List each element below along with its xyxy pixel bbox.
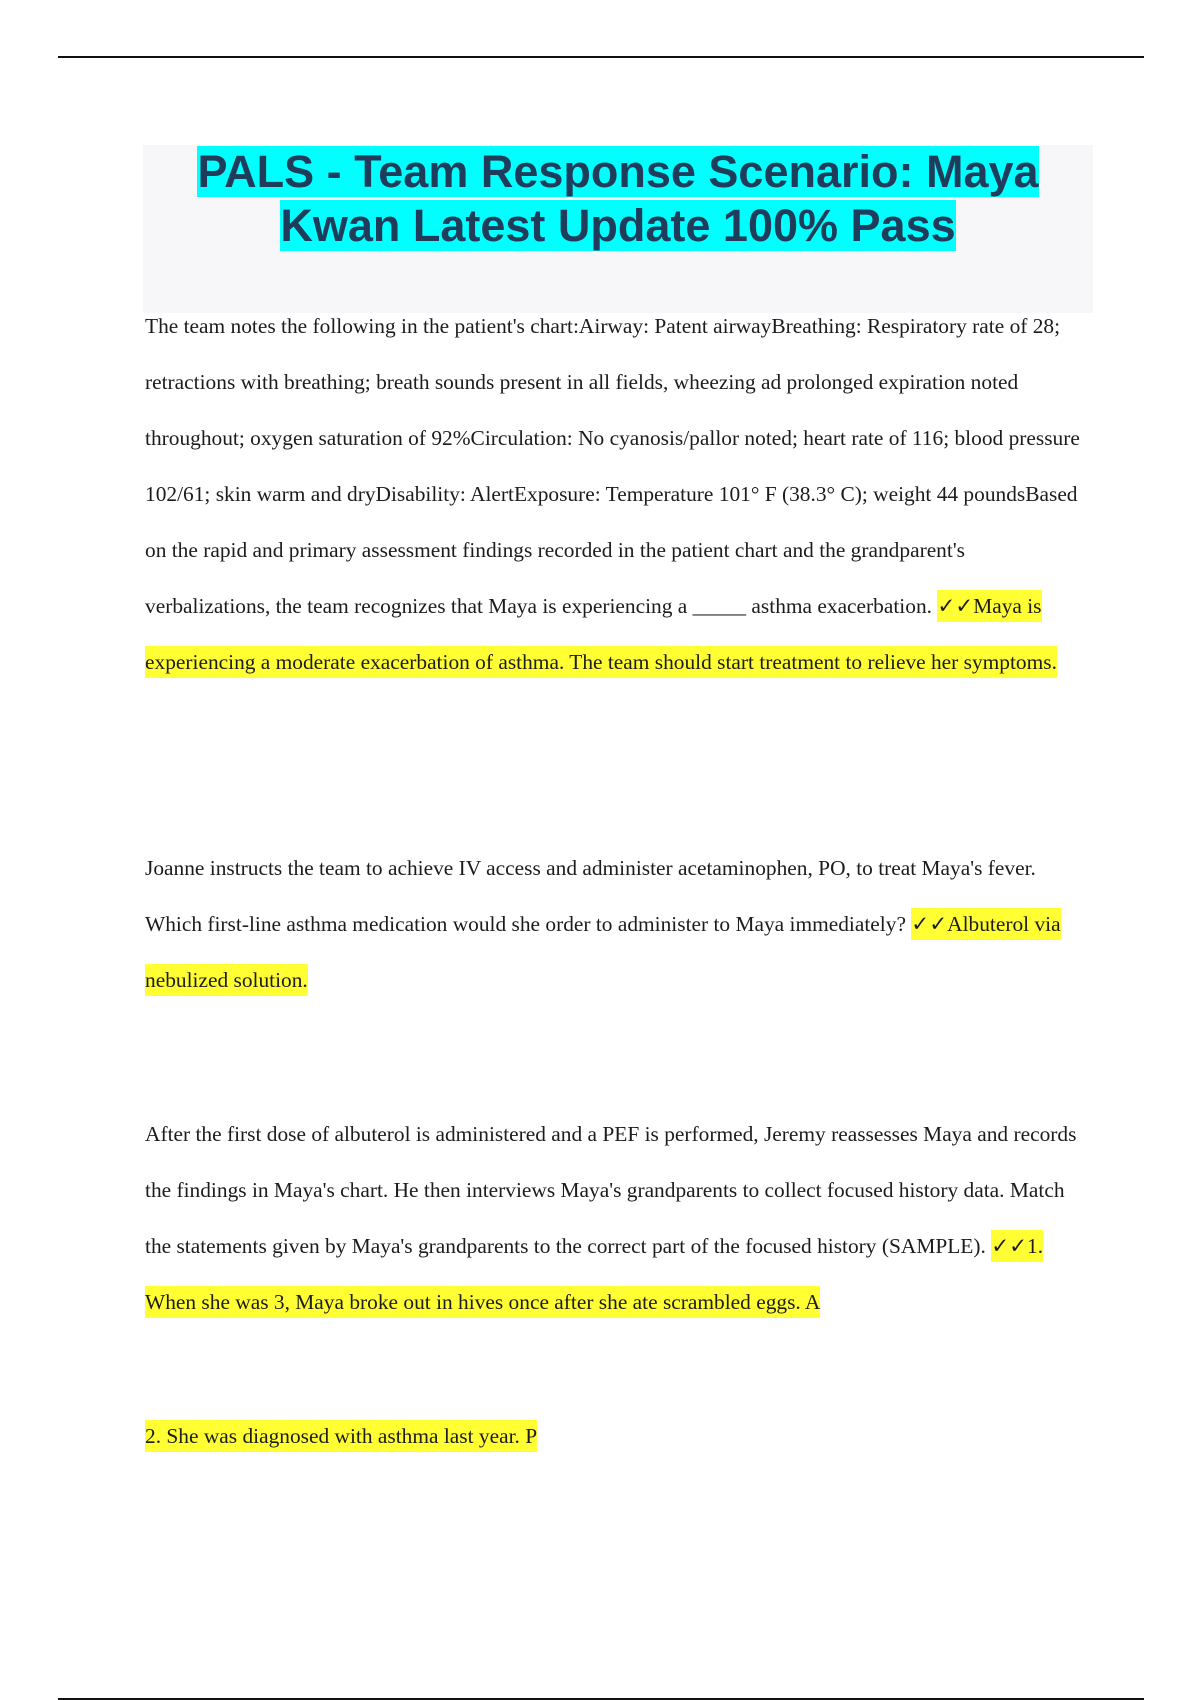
question-1-answer: ✓✓Maya is experiencing a moderate exacerbation of asthma. The team should start treatment to relieve her symptoms. — [145, 590, 1057, 678]
document-title — [143, 145, 1093, 253]
question-2-answer: ✓✓Albuterol via nebulized solution. — [145, 908, 1061, 996]
question-3-answer-2: 2. She was diagnosed with asthma last year. P — [145, 1420, 537, 1452]
question-1-text: The team notes the following in the patient's chart:Airway: Patent airwayBreathing: Respiratory rate of 28; retractions with breathing; breath sounds present in all fields, wheezing ad prolonged expiration noted throughout; oxygen saturation of 92%Circulation: No cyanosis/pallor noted; heart rate of 116; blood pressure 102/61; skin warm and dryDisability: AlertExposure: Temperature 101° F (38.3° C); weight 44 poundsBased on the rapid and primary assessment findings recorded in the patient chart and the grandparent's verbalizations, the team recognizes that Maya is experiencing a _____ asthma exacerbation. — [145, 314, 1080, 618]
title-line-2: Kwan Latest Update 100% Pass — [280, 200, 956, 251]
question-3-text: After the first dose of albuterol is administered and a PEF is performed, Jeremy reassesses Maya and records the findings in Maya's chart. He then interviews Maya's grandparents to collect focused history data. Match the statements given by Maya's grandparents to the correct part of the focused history (SAMPLE). — [145, 1122, 1077, 1258]
question-3 — [145, 1106, 1085, 1330]
question-1 — [145, 298, 1085, 690]
question-3-continued — [145, 1408, 1085, 1464]
question-2-text: Joanne instructs the team to achieve IV access and administer acetaminophen, PO, to treat Maya's fever. Which first-line asthma medication would she order to administer to Maya immediately? — [145, 856, 1036, 936]
top-rule — [58, 56, 1144, 58]
title-line-1: PALS - Team Response Scenario: Maya — [197, 146, 1039, 197]
question-2 — [145, 840, 1085, 1008]
question-3-answer-1: ✓✓1. When she was 3, Maya broke out in hives once after she ate scrambled eggs. A — [145, 1230, 1043, 1318]
